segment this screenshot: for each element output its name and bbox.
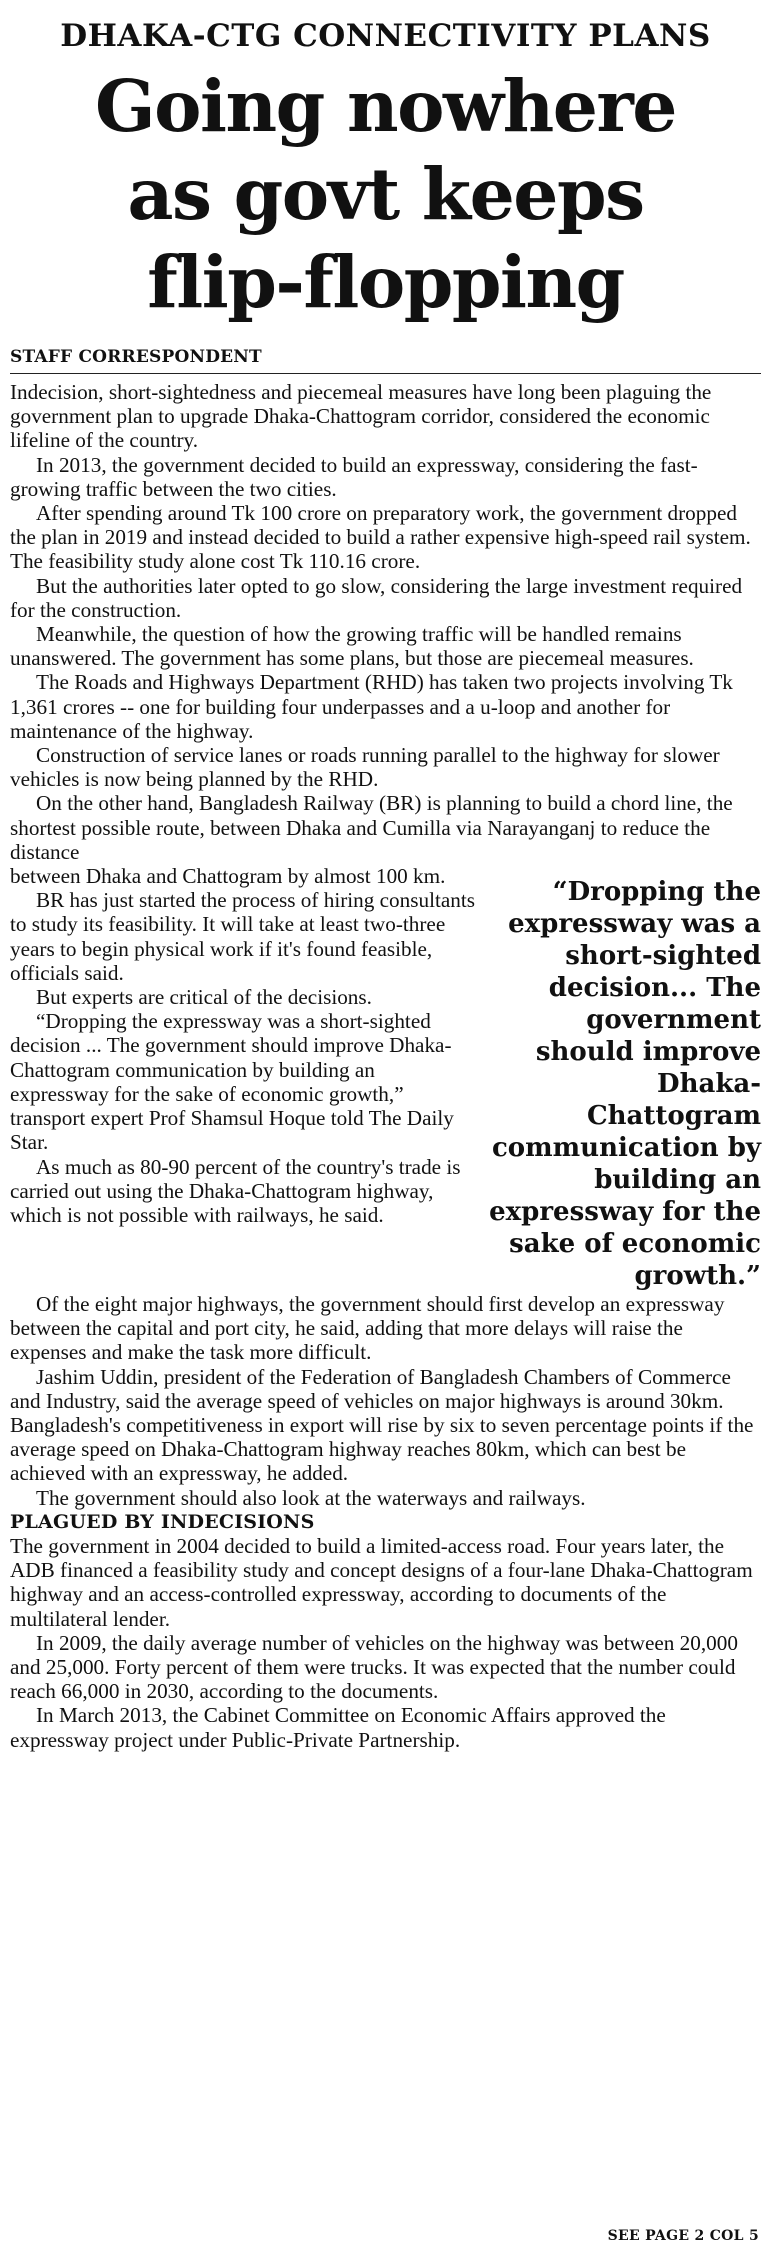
paragraph: The Roads and Highways Department (RHD) has taken two projects involving Tk 1,361 crores -- one for building four underpasses and a u-loop and another for maintenance of the highway. — [10, 670, 733, 743]
headline — [10, 62, 761, 326]
paragraph: Meanwhile, the question of how the growing traffic will be handled remains unanswered. The government has some plans, but those are piecemeal measures. — [10, 622, 694, 671]
paragraph: The government should also look at the waterways and railways. — [36, 1485, 586, 1510]
split-section — [10, 864, 761, 1292]
paragraph: But the authorities later opted to go slow, considering the large investment required for the construction. — [10, 573, 743, 622]
paragraph: As much as 80-90 percent of the country's trade is carried out using the Dhaka-Chattogram highway, which is not possible with railways, he said. — [10, 1154, 461, 1227]
body-after-section — [10, 1292, 761, 1510]
paragraph: In March 2013, the Cabinet Committee on Economic Affairs approved the expressway project under Public-Private Partnership. — [10, 1703, 666, 1752]
body-end-section — [10, 1534, 761, 1752]
byline: STAFF CORRESPONDENT — [10, 346, 761, 374]
paragraph: In 2009, the daily average number of vehicles on the highway was between 20,000 and 25,000. Forty percent of them were trucks. It was expected that the number could reach 66,000 in 2030, according to the documents. — [10, 1630, 738, 1704]
headline-line-3: flip-flopping — [147, 240, 624, 324]
paragraph: But experts are critical of the decisions. — [36, 985, 372, 1010]
paragraph: On the other hand, Bangladesh Railway (BR) is planning to build a chord line, the shortest possible route, between Dhaka and Cumilla via Narayanganj to reduce the distance — [10, 791, 733, 864]
article-body — [10, 380, 761, 1752]
paragraph: In 2013, the government decided to build an expressway, considering the fast-growing traffic between the two cities. — [10, 452, 698, 501]
headline-line-1: Going nowhere — [95, 64, 676, 148]
paragraph: between Dhaka and Chattogram by almost 100 km. — [10, 864, 446, 889]
body-top-section — [10, 380, 761, 864]
narrow-column — [10, 864, 477, 1227]
paragraph: Of the eight major highways, the government should first develop an expressway between the capital and port city, he said, adding that more delays will raise the expenses and make the task more difficult. — [10, 1292, 725, 1365]
pull-quote: “Dropping the expressway was a short-sighted decision... The government should improve Dhaka-Chattogram communication by building an expressway for the sake of economic growth.” — [489, 877, 761, 1292]
jump-line: SEE PAGE 2 COL 5 — [607, 2228, 759, 2244]
paragraph: Construction of service lanes or roads running parallel to the highway for slower vehicles is now being planned by the RHD. — [10, 743, 720, 792]
subhead: PLAGUED BY INDECISIONS — [10, 1510, 315, 1533]
paragraph: The government in 2004 decided to build a limited-access road. Four years later, the ADB financed a feasibility study and concept designs of a four-lane Dhaka-Chattogram highway and an access-controlled expressway, according to documents of the multilateral lender. — [10, 1533, 753, 1631]
paragraph: BR has just started the process of hiring consultants to study its feasibility. It will take at least two-three years to begin physical work if it's found feasible, officials said. — [10, 888, 475, 985]
paragraph: Indecision, short-sightedness and piecemeal measures have long been plaguing the government plan to upgrade Dhaka-Chattogram corridor, considered the economic lifeline of the country. — [10, 380, 712, 453]
kicker: DHAKA-CTG CONNECTIVITY PLANS — [60, 18, 711, 54]
paragraph: Jashim Uddin, president of the Federation of Bangladesh Chambers of Commerce and Industry, said the average speed of vehicles on major highways is around 30km. Bangladesh's competitiveness in export will rise by six to seven percentage points if the average speed on Dhaka-Chattogram highway reaches 80km, which can best be achieved with an expressway, he added. — [10, 1364, 754, 1486]
paragraph: “Dropping the expressway was a short-sighted decision ... The government should improve Dhaka-Chattogram communication by building an expressway for the sake of economic growth,” transport expert Prof Shamsul Hoque told The Daily Star. — [10, 1009, 454, 1155]
headline-line-2: as govt keeps — [127, 152, 644, 236]
paragraph: After spending around Tk 100 crore on preparatory work, the government dropped the plan in 2019 and instead decided to build a rather expensive high-speed rail system. The feasibility study alone cost Tk 110.16 crore. — [10, 501, 751, 574]
